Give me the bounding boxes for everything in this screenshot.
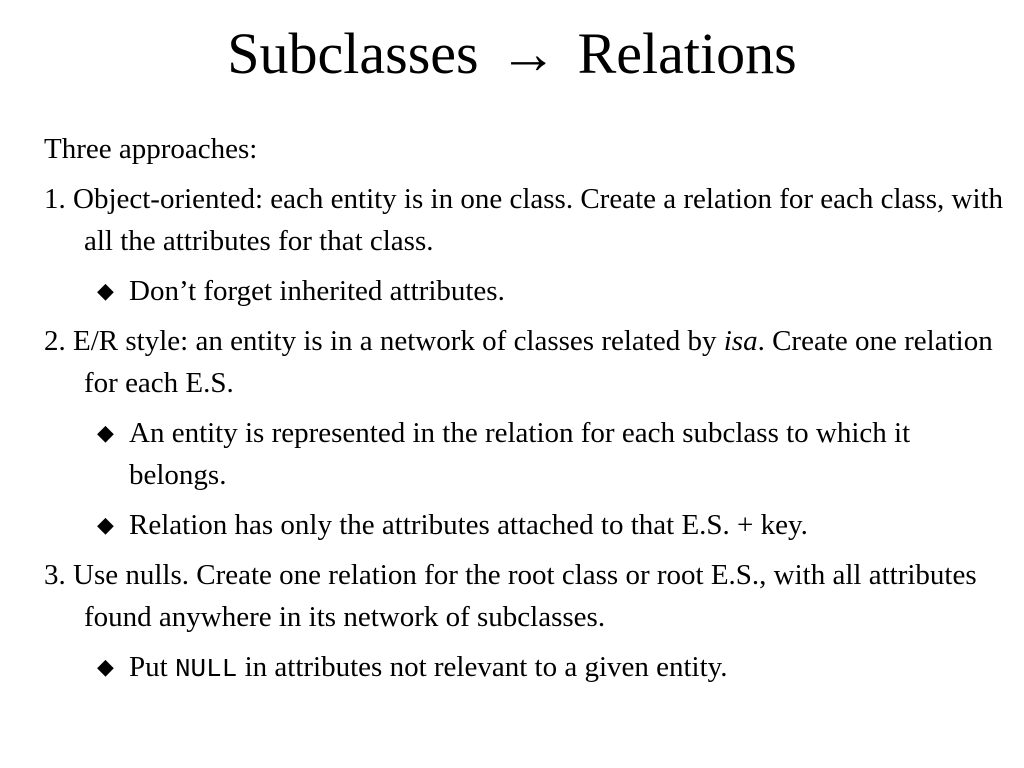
slide-title (0, 18, 1024, 90)
diamond-bullet-icon: ◆ (97, 654, 114, 679)
approach-2-bullet-1 (44, 412, 1004, 496)
approach-number: 1. (44, 183, 66, 215)
approach-text-emphasis: isa (723, 325, 758, 357)
slide-body (44, 128, 1004, 698)
approach-text: E/R style: an entity is in a network of classes related by (73, 325, 717, 357)
approach-3 (44, 554, 1004, 638)
approach-2 (44, 320, 1004, 404)
approach-2-bullet-2 (44, 504, 1004, 546)
bullet-text-after: in attributes not relevant to a given entity. (244, 651, 728, 683)
approach-text: Use nulls. Create one relation for the root class or root E.S., with all attributes found anywhere in its network of subclasses. (73, 559, 977, 633)
approach-1-bullet-1 (44, 270, 1004, 312)
approach-text-after: . Create one relation for each E.S. (84, 325, 993, 399)
bullet-text: Relation has only the attributes attached to that E.S. + key. (129, 509, 808, 541)
bullet-text: Don’t forget inherited attributes. (129, 275, 505, 307)
approach-number: 2. (44, 325, 66, 357)
approach-1 (44, 178, 1004, 262)
title-left: Subclasses (227, 21, 479, 86)
bullet-text: An entity is represented in the relation for each subclass to which it belongs. (129, 417, 911, 491)
title-right: Relations (577, 21, 797, 86)
approach-text: Object-oriented: each entity is in one class. Create a relation for each class, with all the attributes for that class. (73, 183, 1004, 257)
diamond-bullet-icon: ◆ (97, 420, 114, 445)
diamond-bullet-icon: ◆ (97, 278, 114, 303)
diamond-bullet-icon: ◆ (97, 512, 114, 537)
right-arrow-icon: → (499, 21, 558, 86)
approach-3-bullet-1 (44, 646, 1004, 690)
bullet-text-before: Put (129, 651, 168, 683)
approach-number: 3. (44, 559, 66, 591)
null-code: NULL (174, 654, 238, 684)
intro-text: Three approaches: (44, 133, 258, 165)
